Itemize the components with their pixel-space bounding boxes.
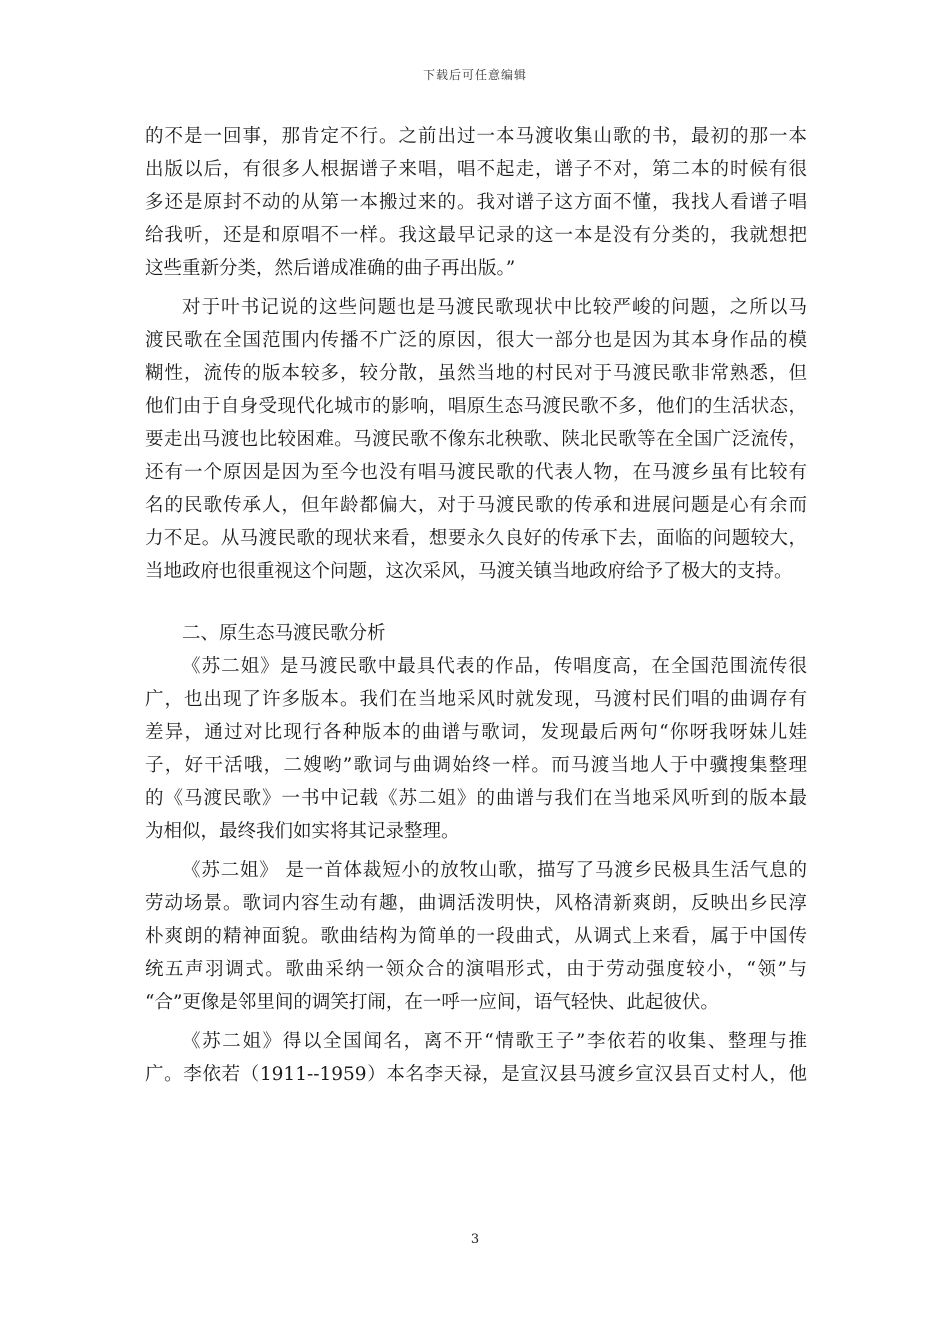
text-line: 的不是一回事，那肯定不行。之前出过一本马渡收集山歌的书，最初的那一本 (145, 126, 807, 147)
text-line: 渡民歌在全国范围内传播不广泛的原因，很大一部分也是因为其本身作品的模 (145, 330, 807, 351)
text-line: 《苏二姐》得以全国闻名，离不开“情歌王子”李依若的收集、整理与推 (182, 1031, 807, 1052)
text-line: 这些重新分类，然后谱成准确的曲子再出版。” (145, 258, 516, 279)
text-line: 出版以后，有很多人根据谱子来唱，唱不起走，谱子不对，第二本的时候有很 (145, 159, 807, 180)
page-header: 下载后可任意编辑 (422, 68, 527, 82)
text-line: 还有一个原因是因为至今也没有唱马渡民歌的代表人物，在马渡乡虽有比较有 (145, 462, 807, 483)
text-line: 力不足。从马渡民歌的现状来看，想要永久良好的传承下去，面临的问题较大， (145, 528, 807, 549)
paragraph (145, 291, 807, 588)
section-heading: 二、原生态马渡民歌分析 (182, 623, 386, 644)
text-line: 给我听，还是和原唱不一样。我这最早记录的这一本是没有分类的，我就想把 (145, 225, 807, 246)
text-line: 当地政府也很重视这个问题，这次采风，马渡关镇当地政府给予了极大的支持。 (145, 561, 793, 582)
paragraph (145, 854, 807, 1019)
text-line: 《苏二姐》 是一首体裁短小的放牧山歌，描写了马渡乡民极具生活气息的 (182, 860, 807, 881)
text-line: “合”更像是邻里间的调笑打闹，在一呼一应间，语气轻快、此起彼伏。 (145, 992, 719, 1013)
text-line: 的《马渡民歌》一书中记载《苏二姐》的曲谱与我们在当地采风听到的版本最 (145, 788, 807, 809)
text-line: 对于叶书记说的这些问题也是马渡民歌现状中比较严峻的问题，之所以马 (182, 297, 807, 318)
text-line: 糊性，流传的版本较多，较分散，虽然当地的村民对于马渡民歌非常熟悉，但 (145, 363, 807, 384)
text-line: 朴爽朗的精神面貌。歌曲结构为简单的一段曲式，从调式上来看，属于中国传 (145, 926, 807, 947)
text-line: 劳动场景。歌词内容生动有趣，曲调活泼明快，风格清新爽朗，反映出乡民淳 (145, 893, 807, 914)
page-number: 3 (470, 1232, 480, 1247)
text-line: 子，好干活哦，二嫂哟”歌词与曲调始终一样。而马渡当地人于中骥搜集整理 (145, 755, 807, 776)
text-line: 要走出马渡也比较困难。马渡民歌不像东北秧歌、陕北民歌等在全国广泛流传， (145, 429, 807, 450)
paragraph (145, 650, 807, 848)
text-line: 广，也出现了许多版本。我们在当地采风时就发现，马渡村民们唱的曲调存有 (145, 689, 807, 710)
text-line: 广。李依若（1911--1959）本名李天禄，是宣汉县马渡乡宣汉县百丈村人，他 (145, 1064, 807, 1085)
paragraph (145, 120, 807, 285)
paragraph (145, 1025, 807, 1091)
text-line: 名的民歌传承人，但年龄都偏大，对于马渡民歌的传承和进展问题是心有余而 (145, 495, 807, 516)
text-line: 《苏二姐》是马渡民歌中最具代表的作品，传唱度高，在全国范围流传很 (182, 656, 807, 677)
text-line: 差异，通过对比现行各种版本的曲谱与歌词，发现最后两句“你呀我呀妹儿娃 (145, 722, 807, 743)
document-body (145, 120, 807, 1091)
text-line: 为相似，最终我们如实将其记录整理。 (145, 821, 460, 842)
text-line: 统五声羽调式。歌曲采纳一领众合的演唱形式，由于劳动强度较小，“领”与 (145, 959, 807, 980)
text-line: 多还是原封不动的从第一本搬过来的。我对谱子这方面不懂，我找人看谱子唱 (145, 192, 807, 213)
text-line: 他们由于自身受现代化城市的影响，唱原生态马渡民歌不多，他们的生活状态， (145, 396, 807, 417)
